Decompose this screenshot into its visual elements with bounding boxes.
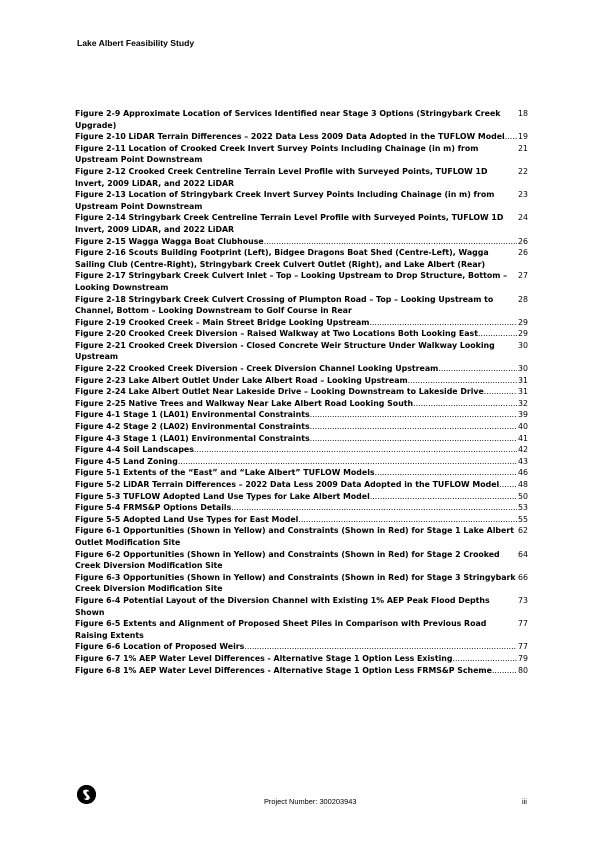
toc-entry-page: 77 [518, 642, 528, 652]
toc-entry-page: 66 [518, 572, 528, 582]
toc-entry[interactable] [75, 653, 528, 665]
dot-leader [505, 131, 517, 143]
toc-entry[interactable] [75, 525, 528, 548]
toc-entry-title: Figure 5-4 FRMS&P Options Details [75, 503, 232, 513]
toc-entry-page: 31 [518, 375, 528, 385]
toc-entry[interactable] [75, 618, 528, 641]
toc-entry[interactable] [75, 375, 528, 387]
toc-entry-page: 30 [518, 340, 528, 350]
toc-entry-page: 26 [518, 248, 528, 258]
toc-entry-page: 80 [518, 665, 528, 675]
toc-entry-title: Figure 4-3 Stage 1 (LA01) Environmental Constraints [75, 433, 310, 443]
toc-entry[interactable] [75, 433, 528, 445]
toc-entry-title: Figure 6-8 1% AEP Water Level Differences - Alternative Stage 1 Option Less FRMS&P Scheme [75, 665, 492, 675]
toc-entry-page: 39 [518, 410, 528, 420]
toc-entry[interactable] [75, 166, 528, 189]
dot-leader [194, 444, 517, 456]
toc-entry-title: Figure 2-22 Crooked Creek Diversion - Creek Diversion Channel Looking Upstream [75, 364, 439, 374]
toc-entry[interactable] [75, 212, 528, 235]
toc-entry[interactable] [75, 189, 528, 212]
toc-entry[interactable] [75, 108, 528, 131]
toc-entry-title: Figure 2-11 Location of Crooked Creek Invert Survey Points Including Chainage (in m) from Upstream Point Downstream [75, 143, 479, 165]
dot-leader [408, 375, 517, 387]
toc-entry-page: 30 [518, 364, 528, 374]
toc-entry-page: 77 [518, 619, 528, 629]
toc-entry-title: Figure 5-3 TUFLOW Adopted Land Use Types for Lake Albert Model [75, 491, 370, 501]
toc-entry-page: 64 [518, 549, 528, 559]
toc-entry-title: Figure 2-25 Native Trees and Walkway Near Lake Albert Road Looking South [75, 398, 414, 408]
toc-entry[interactable] [75, 467, 528, 479]
toc-entry-page: 31 [518, 387, 528, 397]
toc-entry-page: 28 [518, 294, 528, 304]
toc-entry-title: Figure 6-2 Opportunities (Shown in Yellow) and Constraints (Shown in Red) for Stage 2 Crooked Creek Diversion Modification Site [75, 549, 500, 571]
dot-leader [298, 514, 517, 526]
toc-entry[interactable] [75, 236, 528, 248]
toc-entry[interactable] [75, 409, 528, 421]
toc-entry[interactable] [75, 502, 528, 514]
toc-entry-title: Figure 6-5 Extents and Alignment of Proposed Sheet Piles in Comparison with Previous Road Raising Extents [75, 619, 487, 640]
toc-entry[interactable] [75, 572, 528, 595]
toc-entry-page: 27 [518, 271, 528, 281]
toc-entry[interactable] [75, 143, 528, 166]
toc-entry[interactable] [75, 665, 528, 677]
toc-entry-title: Figure 2-16 Scouts Building Footprint (Left), Bidgee Dragons Boat Shed (Centre-Left), Wagga Sailing Club (Centre-Right), Stringybark Creek Culvert Outlet (Right), and Lake Albert (Rear) [75, 248, 489, 269]
toc-entry-page: 48 [518, 480, 528, 489]
dot-leader [310, 433, 517, 445]
toc-entry-title: Figure 6-3 Opportunities (Shown in Yellow) and Constraints (Shown in Red) for Stage 3 Stringybark Creek Diversion Modification Site [75, 572, 516, 594]
toc-entry-page: 23 [518, 190, 528, 200]
toc-entry-title: Figure 5-2 LiDAR Terrain Differences – 2022 Data Less 2009 Data Adopted in the TUFLOW Model [75, 480, 500, 489]
toc-entry-page: 24 [518, 213, 528, 223]
toc-entry-title: Figure 2-15 Wagga Wagga Boat Clubhouse [75, 236, 264, 246]
dot-leader [478, 328, 517, 340]
dot-leader [438, 363, 517, 375]
toc-entry-page: 43 [518, 456, 528, 466]
toc-entry-page: 53 [518, 503, 528, 513]
toc-entry[interactable] [75, 595, 528, 618]
toc-entry[interactable] [75, 421, 528, 433]
toc-entry-title: Figure 2-20 Crooked Creek Diversion – Raised Walkway at Two Locations Both Looking East [75, 329, 478, 339]
dot-leader [244, 641, 517, 653]
toc-entry-title: Figure 2-19 Crooked Creek – Main Street Bridge Looking Upstream [75, 317, 370, 327]
toc-entry-page: 19 [518, 132, 528, 142]
toc-entry-page: 32 [518, 398, 528, 408]
toc-entry-page: 46 [518, 468, 528, 478]
toc-entry[interactable] [75, 328, 528, 340]
toc-entry[interactable] [75, 479, 528, 491]
toc-entry-title: Figure 6-4 Potential Layout of the Diversion Channel with Existing 1% AEP Peak Flood Depths Shown [75, 595, 490, 617]
toc-entry[interactable] [75, 363, 528, 375]
toc-entry[interactable] [75, 340, 528, 363]
dot-leader [264, 236, 517, 248]
dot-leader [413, 398, 517, 410]
toc-entry[interactable] [75, 549, 528, 572]
toc-entry-page: 42 [518, 445, 528, 455]
toc-entry-page: 73 [518, 595, 528, 605]
dot-leader [452, 653, 517, 665]
toc-entry[interactable] [75, 247, 528, 270]
dot-leader [310, 409, 517, 421]
toc-entry-page: 41 [518, 433, 528, 443]
dot-leader [375, 467, 517, 479]
toc-entry-page: 29 [518, 317, 528, 327]
toc-entry[interactable] [75, 514, 528, 526]
dot-leader [370, 491, 517, 503]
toc-entry[interactable] [75, 131, 528, 143]
toc-entry[interactable] [75, 491, 528, 503]
toc-entry[interactable] [75, 641, 528, 653]
dot-leader [178, 456, 517, 468]
toc-entry-page: 62 [518, 526, 528, 536]
toc-entry-title: Figure 6-6 Location of Proposed Weirs [75, 642, 245, 652]
toc-entry[interactable] [75, 444, 528, 456]
toc-entry[interactable] [75, 386, 528, 398]
toc-entry-title: Figure 4-5 Land Zoning [75, 456, 178, 466]
dot-leader [231, 502, 517, 514]
toc-entry-title: Figure 4-1 Stage 1 (LA01) Environmental Constraints [75, 410, 310, 420]
toc-entry-title: Figure 2-21 Crooked Creek Diversion - Closed Concrete Weir Structure Under Walkway Looking Upstream [75, 340, 495, 362]
dot-leader [369, 317, 517, 329]
toc-entry-title: Figure 2-18 Stringybark Creek Culvert Crossing of Plumpton Road – Top – Looking Upstream to Channel, Bottom – Looking Downstream to Golf Course in Rear [75, 294, 494, 316]
toc-entry-title: Figure 4-2 Stage 2 (LA02) Environmental Constraints [75, 422, 310, 432]
toc-entry-page: 21 [518, 143, 528, 153]
toc-entry-title: Figure 2-12 Crooked Creek Centreline Terrain Level Profile with Surveyed Points, TUFLOW 1D Invert, 2009 LiDAR, and 2022 LiDAR [75, 166, 488, 188]
toc-entry-title: Figure 6-7 1% AEP Water Level Differences - Alternative Stage 1 Option Less Existing [75, 653, 453, 663]
page-number: iii [522, 797, 527, 806]
toc-entry[interactable] [75, 398, 528, 410]
toc-entry-title: Figure 2-10 LiDAR Terrain Differences – 2022 Data Less 2009 Data Adopted in the TUFLOW Model [75, 132, 505, 142]
toc-entry-title: Figure 2-13 Location of Stringybark Creek Invert Survey Points Including Chainage (in m) from Upstream Point Downstream [75, 190, 495, 211]
project-number: Project Number: 300203943 [264, 797, 357, 806]
toc-entry-page: 29 [518, 329, 528, 339]
toc-entry-page: 40 [518, 422, 528, 432]
toc-entry-page: 22 [518, 166, 528, 176]
toc-entry-title: Figure 2-9 Approximate Location of Services Identified near Stage 3 Options (Stringybark Creek Upgrade) [75, 109, 501, 130]
toc-entry-title: Figure 2-23 Lake Albert Outlet Under Lake Albert Road – Looking Upstream [75, 375, 408, 385]
dot-leader [310, 421, 517, 433]
toc-entry-title: Figure 2-17 Stringybark Creek Culvert Inlet – Top – Looking Upstream to Drop Structure, Bottom – Looking Downstream [75, 271, 508, 292]
toc-entry[interactable] [75, 456, 528, 468]
toc-entry-page: 50 [518, 491, 528, 501]
toc-entry[interactable] [75, 270, 528, 293]
page-header-title: Lake Albert Feasibility Study [77, 38, 195, 48]
toc-entry-title: Figure 2-24 Lake Albert Outlet Near Lakeside Drive – Looking Downstream to Lakeside Drive [75, 387, 484, 397]
toc-entry-title: Figure 5-5 Adopted Land Use Types for East Model [75, 514, 299, 524]
toc-entry-title: Figure 5-1 Extents of the “East” and “Lake Albert” TUFLOW Models [75, 468, 375, 478]
toc-entry-title: Figure 6-1 Opportunities (Shown in Yellow) and Constraints (Shown in Red) for Stage 1 Lake Albert Outlet Modification Site [75, 526, 514, 547]
table-of-figures [75, 108, 528, 676]
toc-entry-page: 18 [518, 109, 528, 118]
toc-entry-title: Figure 4-4 Soil Landscapes [75, 445, 194, 455]
toc-entry[interactable] [75, 294, 528, 317]
dot-leader [492, 665, 517, 677]
toc-entry-page: 26 [518, 236, 528, 246]
toc-entry-title: Figure 2-14 Stringybark Creek Centreline Terrain Level Profile with Surveyed Points, TUFLOW 1D Invert, 2009 LiDAR, and 2022 LiDAR [75, 213, 504, 234]
toc-entry-page: 79 [518, 653, 528, 663]
toc-entry[interactable] [75, 317, 528, 329]
toc-entry-page: 55 [518, 514, 528, 524]
dot-leader [484, 386, 517, 398]
stantec-logo-icon [77, 785, 96, 804]
dot-leader [499, 479, 517, 491]
